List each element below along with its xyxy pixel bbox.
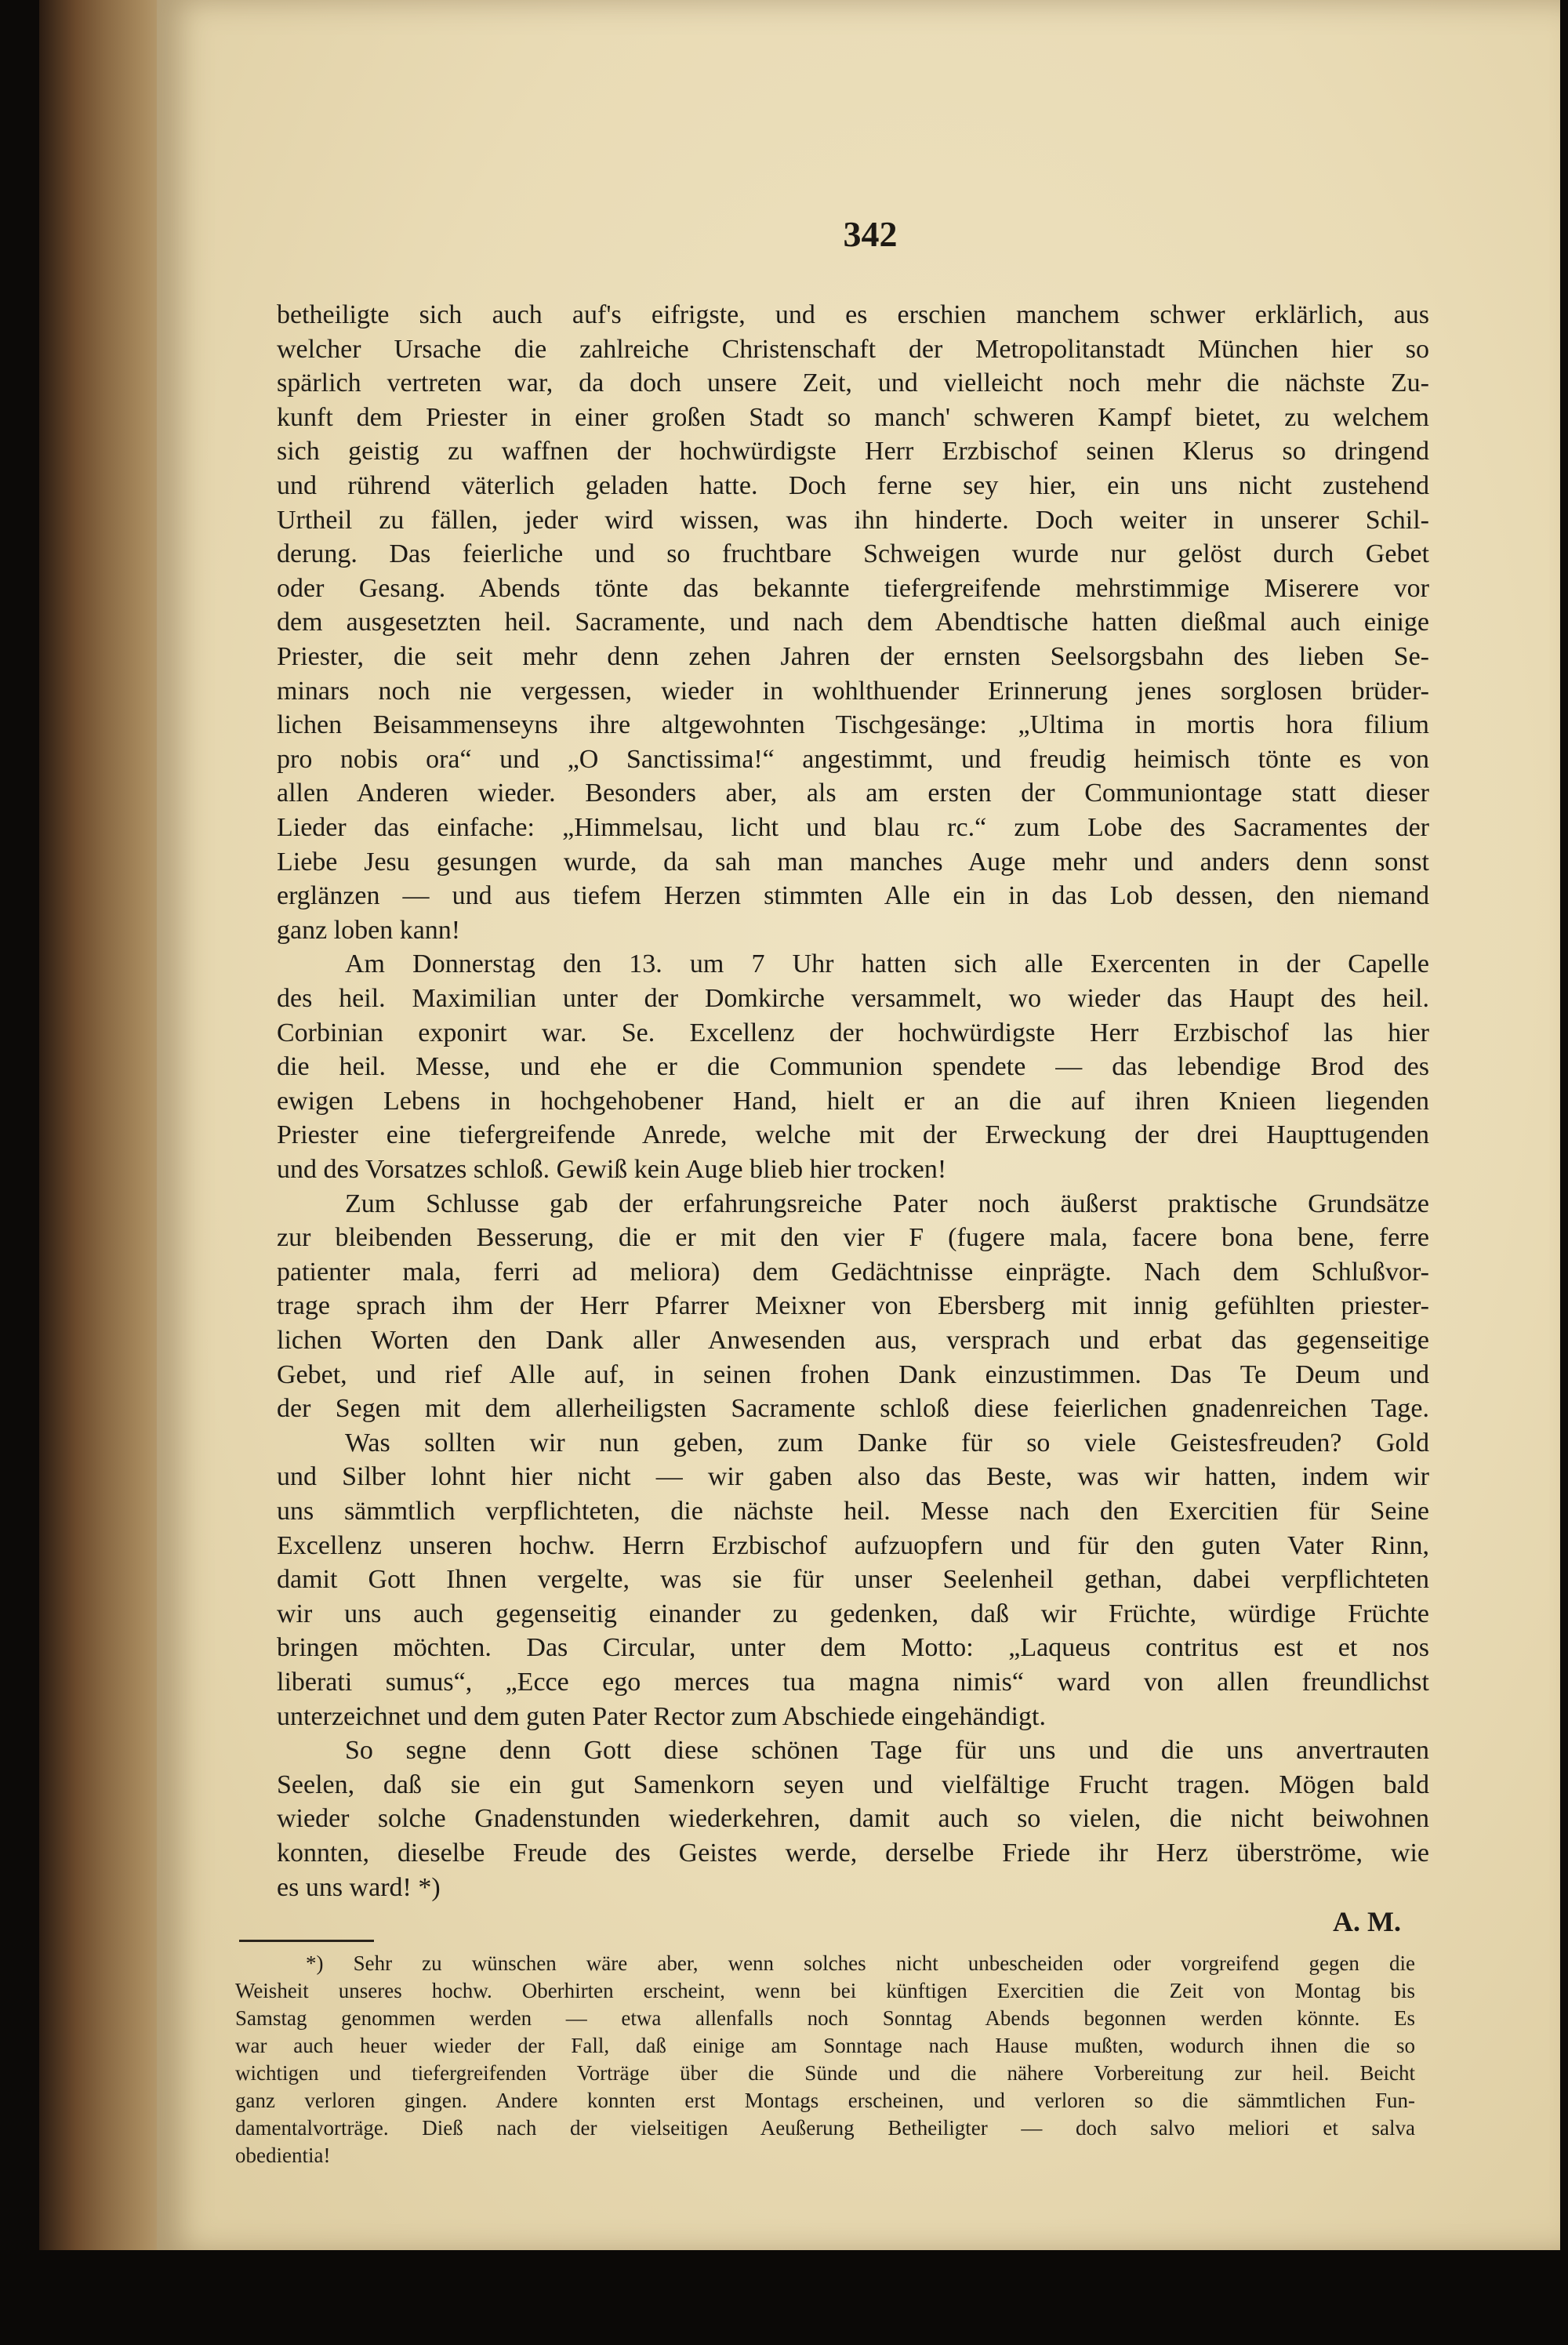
text-line: oder Gesang. Abends tönte das bekannte tiefergreifende mehrstimmige Miserere vor bbox=[277, 573, 1429, 603]
text-line: damit Gott Ihnen vergelte, was sie für unser Seelenheil gethan, dabei verpflichteten bbox=[277, 1565, 1429, 1595]
text-line: Urtheil zu fällen, jeder wird wissen, was ihn hinderte. Doch weiter in unserer Schil- bbox=[277, 505, 1429, 535]
text-line: derung. Das feierliche und so fruchtbare Schweigen wurde nur gelöst durch Gebet bbox=[277, 539, 1429, 569]
text-line: Priester, die seit mehr denn zehen Jahren der ernsten Seelsorgsbahn des lieben Se- bbox=[277, 642, 1429, 671]
footnote-line: obedientia! bbox=[235, 2144, 331, 2167]
text-line: und Silber lohnt hier nicht — wir gaben also das Beste, was wir hatten, indem wir bbox=[277, 1462, 1429, 1492]
footnote-line: Samstag genommen werden — etwa allenfalls noch Sonntag Abends begonnen werden könnte. Es bbox=[235, 2006, 1415, 2030]
footnote-line: Weisheit unseres hochw. Oberhirten erscheint, wenn bei künftigen Exercitien die Zeit von Montag bis bbox=[235, 1979, 1415, 2002]
text-line: liberati sumus“, „Ecce ego merces tua magna nimis“ ward von allen freundlichst bbox=[277, 1668, 1429, 1697]
text-line: bringen möchten. Das Circular, unter dem Motto: „Laqueus contritus est et nos bbox=[277, 1633, 1429, 1663]
text-line: ganz loben kann! bbox=[277, 915, 461, 945]
text-line: ewigen Lebens in hochgehobener Hand, hielt er an die auf ihren Knieen liegenden bbox=[277, 1086, 1429, 1116]
text-line: Was sollten wir nun geben, zum Danke für so viele Geistesfreuden? Gold bbox=[345, 1428, 1429, 1457]
text-line: Zum Schlusse gab der erfahrungsreiche Pater noch äußerst praktische Grundsätze bbox=[345, 1189, 1429, 1218]
text-line: Priester eine tiefergreifende Anrede, welche mit der Erweckung der drei Haupttugenden bbox=[277, 1120, 1429, 1150]
footnote-line: *) Sehr zu wünschen wäre aber, wenn solches nicht unbescheiden oder vorgreifend gegen die bbox=[306, 1951, 1415, 1975]
text-line: Am Donnerstag den 13. um 7 Uhr hatten sich alle Exercenten in der Capelle bbox=[345, 949, 1429, 979]
text-line: dem ausgesetzten heil. Sacramente, und nach dem Abendtische hatten dießmal auch einige bbox=[277, 608, 1429, 637]
text-line: des heil. Maximilian unter der Domkirche versammelt, wo wieder das Haupt des heil. bbox=[277, 984, 1429, 1013]
text-line: patienter mala, ferri ad meliora) dem Gedächtnisse einprägte. Nach dem Schlußvor- bbox=[277, 1257, 1429, 1287]
footnote-line: wichtigen und tiefergreifenden Vorträge über die Sünde und die nähere Vorbereitung zur heil. Beicht bbox=[235, 2061, 1415, 2085]
text-line: So segne denn Gott diese schönen Tage für uns und die uns anvertrauten bbox=[345, 1736, 1429, 1766]
text-line: Corbinian exponirt war. Se. Excellenz der hochwürdigste Herr Erzbischof las hier bbox=[277, 1018, 1429, 1047]
footnote-line: ganz verloren gingen. Andere konnten erst Montags erscheinen, und verloren so die sämmtlichen Fun- bbox=[235, 2089, 1415, 2112]
text-line: wieder solche Gnadenstunden wiederkehren, damit auch so vielen, die nicht beiwohnen bbox=[277, 1804, 1429, 1834]
text-line: lichen Beisammenseyns ihre altgewohnten Tischgesänge: „Ultima in mortis hora filium bbox=[277, 710, 1429, 740]
page-number: 342 bbox=[843, 214, 898, 254]
text-line: Gebet, und rief Alle auf, in seinen frohen Dank einzustimmen. Das Te Deum und bbox=[277, 1359, 1429, 1389]
text-line: und des Vorsatzes schloß. Gewiß kein Auge blieb hier trocken! bbox=[277, 1155, 947, 1184]
footnote-rule bbox=[239, 1940, 374, 1942]
text-line: spärlich vertreten war, da doch unsere Zeit, und vielleicht noch mehr die nächste Zu- bbox=[277, 368, 1429, 398]
text-line: uns sämmtlich verpflichteten, die nächste heil. Messe nach den Exercitien für Seine bbox=[277, 1497, 1429, 1526]
text-line: wir uns auch gegenseitig einander zu gedenken, daß wir Früchte, würdige Früchte bbox=[277, 1599, 1429, 1628]
text-line: kunft dem Priester in einer großen Stadt so manch' schweren Kampf bietet, zu welchem bbox=[277, 402, 1429, 432]
text-line: pro nobis ora“ und „O Sanctissima!“ angestimmt, und freudig heimisch tönte es von bbox=[277, 744, 1429, 774]
text-line: Lieder das einfache: „Himmelsau, licht und blau rc.“ zum Lobe des Sacramentes der bbox=[277, 813, 1429, 842]
text-line: und rührend väterlich geladen hatte. Doch ferne sey hier, ein uns nicht zustehend bbox=[277, 471, 1429, 500]
text-line: trage sprach ihm der Herr Pfarrer Meixner von Ebersberg mit innig gefühlten priester- bbox=[277, 1291, 1429, 1321]
footnote-line: war auch heuer wieder der Fall, daß einige am Sonntage nach Hause mußten, wodurch ihnen die so bbox=[235, 2034, 1415, 2057]
scan-background bbox=[0, 2250, 1568, 2345]
text-line: konnten, dieselbe Freude des Geistes werde, derselbe Friede ihr Herz überströme, wie bbox=[277, 1839, 1429, 1868]
text-line: Excellenz unseren hochw. Herrn Erzbischof aufzuopfern und für den guten Vater Rinn, bbox=[277, 1530, 1429, 1560]
text-line: der Segen mit dem allerheiligsten Sacramente schloß diese feierlichen gnadenreichen Tage. bbox=[277, 1394, 1429, 1424]
text-line: allen Anderen wieder. Besonders aber, als am ersten der Communiontage statt dieser bbox=[277, 779, 1429, 808]
text-line: welcher Ursache die zahlreiche Christenschaft der Metropolitanstadt München hier so bbox=[277, 334, 1429, 364]
text-line: lichen Worten den Dank aller Anwesenden aus, versprach und erbat das gegenseitige bbox=[277, 1326, 1429, 1355]
footnote-line: damentalvorträge. Dieß nach der vielseitigen Aeußerung Betheiligter — doch salvo meliori et salva bbox=[235, 2116, 1415, 2140]
text-line: minars noch nie vergessen, wieder in wohlthuender Erinnerung jenes sorglosen brüder- bbox=[277, 676, 1429, 706]
text-line: unterzeichnet und dem guten Pater Rector zum Abschiede eingehändigt. bbox=[277, 1701, 1046, 1731]
text-line: Seelen, daß sie ein gut Samenkorn seyen und vielfältige Frucht tragen. Mögen bald bbox=[277, 1770, 1429, 1799]
text-line: erglänzen — und aus tiefem Herzen stimmten Alle ein in das Lob dessen, den niemand bbox=[277, 881, 1429, 911]
text-line: die heil. Messe, und ehe er die Communion spendete — das lebendige Brod des bbox=[277, 1052, 1429, 1082]
text-line: betheiligte sich auch auf's eifrigste, und es erschien manchem schwer erklärlich, aus bbox=[277, 300, 1429, 329]
author-signature: A. M. bbox=[1333, 1906, 1401, 1937]
text-line: zur bleibenden Besserung, die er mit den vier F (fugere mala, facere bona bene, ferre bbox=[277, 1223, 1429, 1253]
text-line: Liebe Jesu gesungen wurde, da sah man manches Auge mehr und anders denn sonst bbox=[277, 847, 1429, 877]
text-line: es uns ward! *) bbox=[277, 1872, 441, 1902]
text-line: sich geistig zu waffnen der hochwürdigste Herr Erzbischof seinen Klerus so dringend bbox=[277, 437, 1429, 466]
